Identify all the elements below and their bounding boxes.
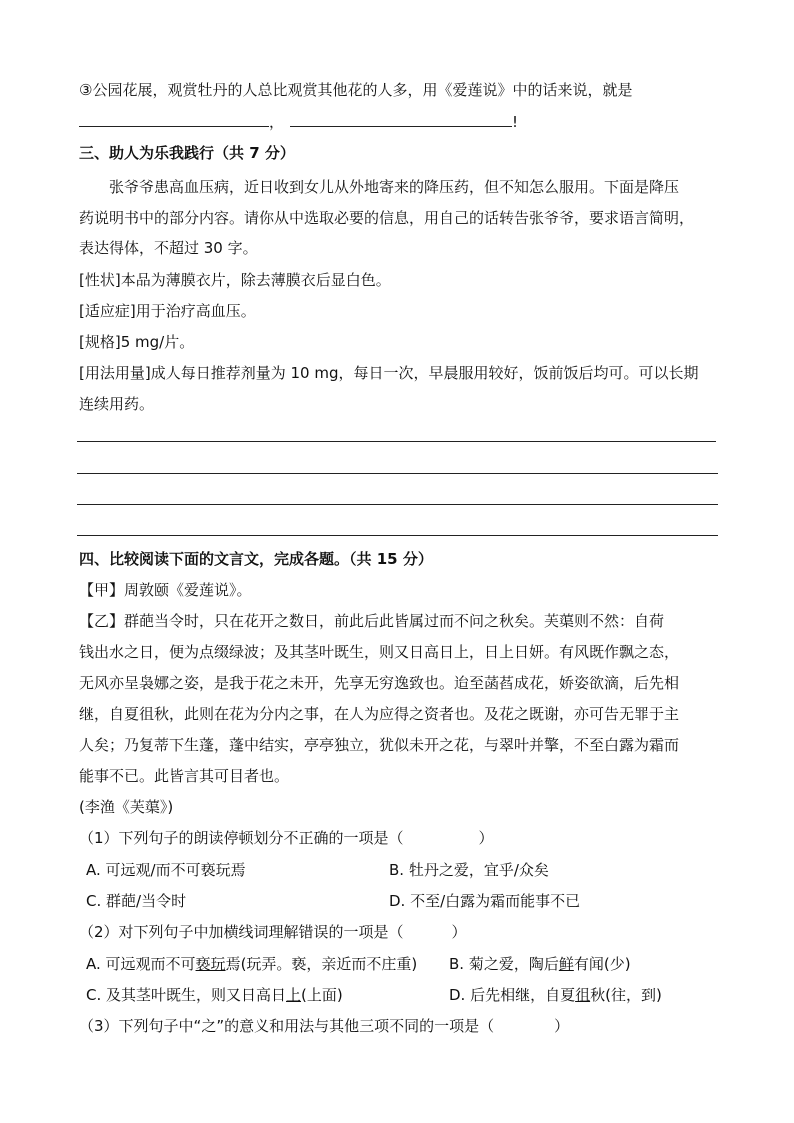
option-text: 焉(玩弄。亵，亲近而不庄重) xyxy=(225,955,418,973)
question-2-option-b xyxy=(449,954,631,974)
question-1-option-d: D. 不至/白露为霜而能事不已 xyxy=(389,892,581,910)
section-3-paragraph-line-1: 张爷爷患高血压病，近日收到女儿从外地寄来的降压药，但不知怎么服用。下面是降压 xyxy=(109,178,680,196)
answer-line-4[interactable] xyxy=(77,535,718,536)
section-3-paragraph-line-2: 药说明书中的部分内容。请你从中选取必要的信息，用自己的话转告张爷爷，要求语言简明， xyxy=(79,209,695,227)
question-2-option-d xyxy=(449,985,662,1005)
passage-jia: 【甲】周敦颐《爱莲说》。 xyxy=(79,581,252,599)
option-text: 有闻(少) xyxy=(573,955,631,973)
passage-yi-line-3: 无风亦呈袅娜之姿，是我于花之未开，先享无穷逸致也。迨至菡萏成花，娇姿欲滴，后先相 xyxy=(79,674,680,692)
question-1-option-a: A. 可远观/而不可亵玩焉 xyxy=(86,861,246,879)
question-1-option-b: B. 牡丹之爱，宜乎/众矣 xyxy=(389,861,549,879)
option-text: D. 后先相继，自夏 xyxy=(449,986,576,1004)
underlined-word: 鲜 xyxy=(558,955,574,973)
passage-yi-line-2: 钱出水之日，便为点缀绿波；及其茎叶既生，则又日高日上，日上日妍。有风既作飘之态， xyxy=(79,643,680,661)
underlined-word: 徂 xyxy=(575,986,591,1004)
section-4-title: 四、比较阅读下面的文言文，完成各题。（共 15 分） xyxy=(79,550,433,568)
question-2-text: （2）对下列句子中加横线词理解错误的一项是（ xyxy=(79,923,404,941)
blank-end-mark: ! xyxy=(512,113,519,131)
question-3-close: ） xyxy=(554,1017,570,1035)
answer-line-1[interactable] xyxy=(77,441,716,442)
question-1-option-c: C. 群葩/当令时 xyxy=(86,892,187,910)
question-3-answer-line xyxy=(79,112,518,132)
passage-source: (李渔《芙蕖》) xyxy=(79,798,174,816)
passage-yi-line-5: 人矣；乃复蒂下生蓬，蓬中结实，亭亭独立，犹似未开之花，与翠叶并擎，不至白露为霜而 xyxy=(79,736,680,754)
passage-yi-line-4: 继，自夏徂秋，此则在花为分内之事，在人为应得之资者也。及花之既谢，亦可告无罪于主 xyxy=(79,705,680,723)
passage-yi-line-1: 【乙】群葩当令时，只在花开之数日，前此后此皆属过而不问之秋矣。芙蕖则不然：自荷 xyxy=(79,612,665,630)
option-text: (上面) xyxy=(301,986,343,1004)
question-3-stem-text: （3）下列句子中“之”的意义和用法与其他三项不同的一项是（ xyxy=(79,1017,495,1035)
underlined-word: 上 xyxy=(286,986,302,1004)
question-2-option-c xyxy=(86,985,343,1005)
question-1-close: ） xyxy=(478,829,494,847)
question-2-option-a xyxy=(86,954,417,974)
answer-blank-2[interactable] xyxy=(290,112,512,127)
instruction-item-properties: [性状]本品为薄膜衣片，除去薄膜衣后显白色。 xyxy=(79,271,391,289)
passage-yi-line-6: 能事不已。此皆言其可目者也。 xyxy=(79,767,290,785)
answer-blank-1[interactable] xyxy=(79,112,269,127)
question-3-line xyxy=(79,80,632,100)
underlined-word: 亵玩 xyxy=(195,955,226,973)
answer-line-3[interactable] xyxy=(77,504,718,505)
section-3-title: 三、助人为乐我践行（共 7 分） xyxy=(79,144,295,162)
instruction-item-indication: [适应症]用于治疗高血压。 xyxy=(79,302,256,320)
option-text: A. 可远观而不可 xyxy=(86,955,196,973)
question-1-text: （1）下列句子的朗读停顿划分不正确的一项是（ xyxy=(79,829,404,847)
blank-separator: ， xyxy=(269,113,285,131)
question-3-text: ③公园花展，观赏牡丹的人总比观赏其他花的人多，用《爱莲说》中的话来说，就是 xyxy=(79,81,633,99)
instruction-item-dosage-continued: 连续用药。 xyxy=(79,395,155,413)
question-3-stem xyxy=(79,1016,569,1036)
option-text: C. 及其茎叶既生，则又日高日 xyxy=(86,986,287,1004)
question-1-stem xyxy=(79,828,494,848)
instruction-item-dosage: [用法用量]成人每日推荐剂量为 10 mg，每日一次，早晨服用较好，饭前饭后均可。可以长期 xyxy=(79,364,699,382)
instruction-item-specification: [规格]5 mg/片。 xyxy=(79,333,195,351)
option-text: B. 菊之爱，陶后 xyxy=(449,955,559,973)
question-2-close: ） xyxy=(451,923,467,941)
answer-line-2[interactable] xyxy=(77,473,718,474)
section-3-paragraph-line-3: 表达得体，不超过 30 字。 xyxy=(79,239,258,257)
option-text: 秋(往，到) xyxy=(590,986,662,1004)
question-2-stem xyxy=(79,922,467,942)
